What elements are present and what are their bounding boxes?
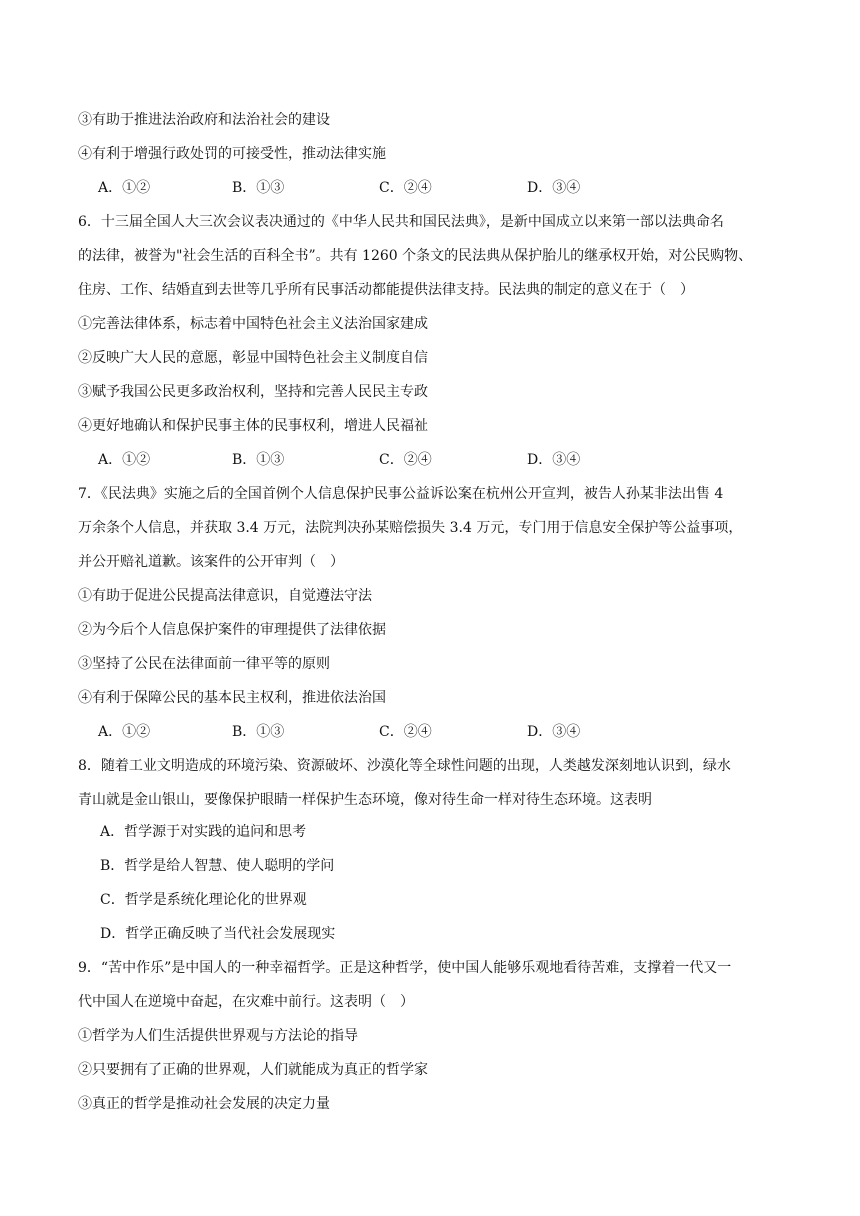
- q9-statement-2: ②只要拥有了正确的世界观，人们就能成为真正的哲学家: [78, 1062, 428, 1078]
- q8-option-a[interactable]: A．哲学源于对实践的追问和思考: [100, 824, 307, 840]
- q5-statement-3: ③有助于推进法治政府和法治社会的建设: [78, 112, 330, 128]
- q7-option-b[interactable]: B．①③: [232, 724, 285, 740]
- q5-statement-4: ④有利于增强行政处罚的可接受性，推动法律实施: [78, 146, 386, 162]
- q6-stem-line-3: 住房、工作、结婚直到去世等几乎所有民事活动都能提供法律支持。民法典的制定的意义在于（ ）: [78, 282, 694, 298]
- q6-option-b[interactable]: B．①③: [232, 452, 285, 468]
- q7-statement-1: ①有助于促进公民提高法律意识，自觉遵法守法: [78, 588, 372, 604]
- q8-stem-line-2: 青山就是金山银山，要像保护眼睛一样保护生态环境，像对待生命一样对待生态环境。这表明: [78, 792, 652, 808]
- q6-stem-line-2: 的法律，被誉为"社会生活的百科全书”。共有 1260 个条文的民法典从保护胎儿的继承权开始，对公民购物、: [78, 248, 753, 264]
- q8-stem-line-1: 8．随着工业文明造成的环境污染、资源破坏、沙漠化等全球性问题的出现，人类越发深刻地认识到，绿水: [78, 758, 731, 774]
- q5-option-d[interactable]: D．③④: [527, 180, 581, 196]
- q7-option-c[interactable]: C．②④: [379, 724, 432, 740]
- q6-statement-1: ①完善法律体系，标志着中国特色社会主义法治国家建成: [78, 316, 428, 332]
- q7-option-a[interactable]: A．①②: [98, 724, 151, 740]
- q5-option-b[interactable]: B．①③: [232, 180, 285, 196]
- q7-statement-3: ③坚持了公民在法律面前一律平等的原则: [78, 656, 330, 672]
- q7-stem-line-2: 万余条个人信息，并获取 3.4 万元，法院判决孙某赔偿损失 3.4 万元，专门用于信息安全保护等公益事项，: [78, 520, 743, 536]
- q7-statement-4: ④有利于保障公民的基本民主权利，推进依法治国: [78, 690, 386, 706]
- q6-option-a[interactable]: A．①②: [98, 452, 151, 468]
- q7-options: [98, 722, 798, 742]
- q8-option-c[interactable]: C．哲学是系统化理论化的世界观: [100, 892, 307, 908]
- q7-option-d[interactable]: D．③④: [527, 724, 581, 740]
- q7-stem-line-1: 7．《民法典》实施之后的全国首例个人信息保护民事公益诉讼案在杭州公开宣判，被告人孙某非法出售 4: [78, 486, 724, 502]
- q5-option-c[interactable]: C．②④: [379, 180, 432, 196]
- q7-statement-2: ②为今后个人信息保护案件的审理提供了法律依据: [78, 622, 386, 638]
- q6-option-c[interactable]: C．②④: [379, 452, 432, 468]
- q6-options: [98, 450, 798, 470]
- q6-statement-4: ④更好地确认和保护民事主体的民事权利，增进人民福祉: [78, 418, 428, 434]
- q9-stem-line-2: 代中国人在逆境中奋起，在灾难中前行。这表明（ ）: [78, 994, 414, 1010]
- q5-option-a[interactable]: A．①②: [98, 180, 151, 196]
- q8-option-d[interactable]: D．哲学正确反映了当代社会发展现实: [100, 926, 336, 942]
- q9-stem-line-1: 9．“苦中作乐”是中国人的一种幸福哲学。正是这种哲学，使中国人能够乐观地看待苦难，支撑着一代又一: [78, 960, 732, 976]
- q9-statement-1: ①哲学为人们生活提供世界观与方法论的指导: [78, 1028, 358, 1044]
- q9-statement-3: ③真正的哲学是推动社会发展的决定力量: [78, 1096, 330, 1112]
- q6-stem-line-1: 6．十三届全国人大三次会议表决通过的《中华人民共和国民法典》，是新中国成立以来第一部以法典命名: [78, 214, 724, 230]
- q6-option-d[interactable]: D．③④: [527, 452, 581, 468]
- q8-option-b[interactable]: B．哲学是给人智慧、使人聪明的学问: [100, 858, 335, 874]
- q6-statement-3: ③赋予我国公民更多政治权利，坚持和完善人民民主专政: [78, 384, 428, 400]
- q5-options: [98, 178, 798, 198]
- q7-stem-line-3: 并公开赔礼道歉。该案件的公开审判（ ）: [78, 554, 344, 570]
- q6-statement-2: ②反映广大人民的意愿，彰显中国特色社会主义制度自信: [78, 350, 428, 366]
